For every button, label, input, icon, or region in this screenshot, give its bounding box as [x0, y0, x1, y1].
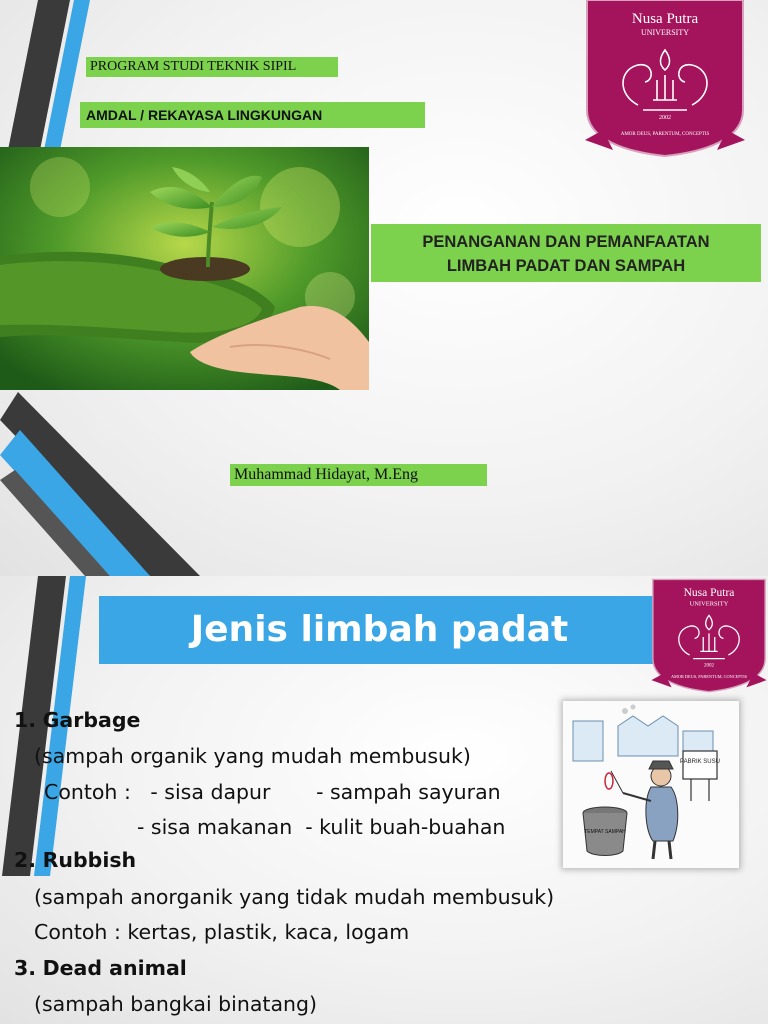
- presentation-title: [371, 224, 761, 282]
- logo-name: Nusa Putra: [631, 11, 699, 27]
- item-heading: Rubbish: [42, 848, 137, 872]
- hands-seedling-photo: [0, 147, 369, 390]
- logo-subtitle: UNIVERSITY: [641, 28, 689, 37]
- logo-motto: AMOR DEUS, PARENTUM, CONCEPTIS: [670, 674, 748, 680]
- sign-label: PABRIK SUSU: [680, 759, 720, 765]
- item-description: (sampah organik yang mudah membusuk): [34, 744, 471, 768]
- waste-type-list: [0, 706, 600, 1024]
- item-heading: Dead animal: [42, 956, 187, 980]
- logo-year: 2002: [703, 663, 715, 669]
- item-number: 2.: [14, 848, 37, 872]
- title-line-1: PENANGANAN DAN PEMANFAATAN: [422, 233, 710, 251]
- logo-name: Nusa Putra: [683, 586, 735, 599]
- logo-subtitle: UNIVERSITY: [689, 600, 729, 608]
- nusa-putra-logo: [583, 0, 747, 160]
- author-name: Muhammad Hidayat, M.Eng: [230, 464, 487, 486]
- slide-waste-types: [0, 576, 768, 1024]
- nusa-putra-logo: [650, 578, 768, 696]
- title-line-2: LIMBAH PADAT DAN SAMPAH: [446, 257, 686, 275]
- item-example: Contoh : kertas, plastik, kaca, logam: [34, 920, 410, 944]
- list-item-heading: [14, 848, 136, 872]
- item-example: Contoh : - sisa dapur - sampah sayuran: [44, 780, 501, 804]
- garbage-cartoon: [563, 701, 739, 868]
- item-heading: Garbage: [42, 708, 141, 732]
- item-description: (sampah anorganik yang tidak mudah membusuk): [34, 885, 555, 909]
- bin-label: TEMPAT SAMPAH: [584, 829, 626, 835]
- item-description: (sampah bangkai binatang): [34, 992, 318, 1016]
- list-item-heading: [14, 956, 187, 980]
- logo-motto: AMOR DEUS, PARENTUM, CONCEPTIS: [620, 132, 710, 137]
- item-number: 1.: [14, 708, 37, 732]
- item-number: 3.: [14, 956, 37, 980]
- list-item-heading: [14, 708, 140, 732]
- program-label: PROGRAM STUDI TEKNIK SIPIL: [86, 57, 338, 77]
- item-example-continued: - sisa makanan - kulit buah-buahan: [137, 815, 506, 839]
- logo-year: 2002: [659, 115, 671, 121]
- course-label: AMDAL / REKAYASA LINGKUNGAN: [80, 102, 425, 128]
- slide-title: Jenis limbah padat: [99, 596, 660, 664]
